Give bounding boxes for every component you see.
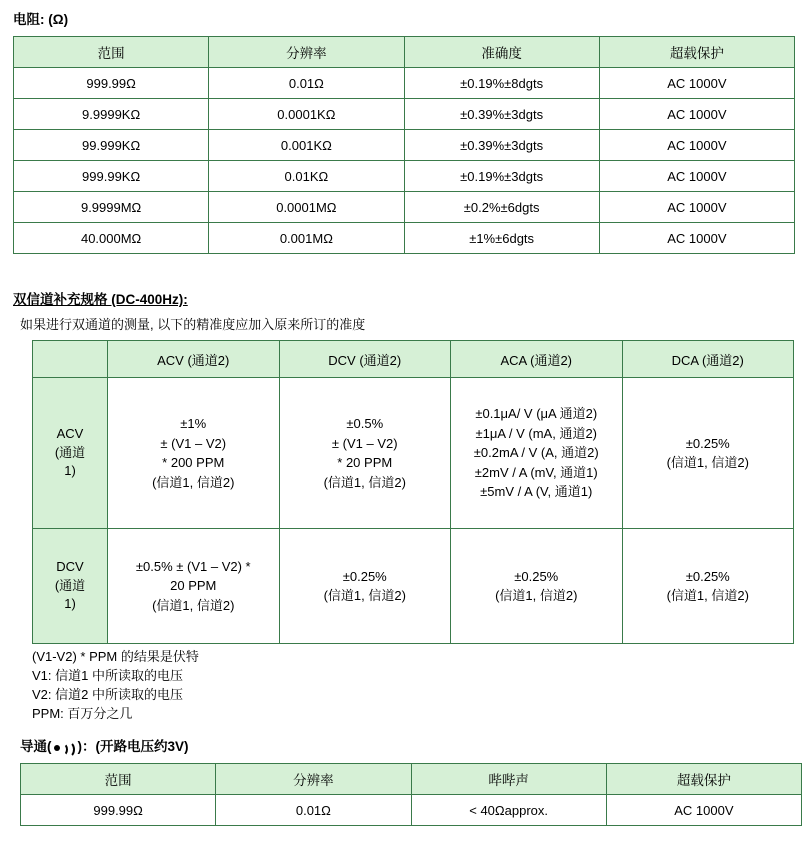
spacer — [10, 254, 795, 288]
note-line: V1: 信道1 中所读取的电压 — [32, 667, 183, 683]
cell-resolution: 0.01KΩ — [209, 161, 404, 192]
cell-resolution: 0.001MΩ — [209, 223, 404, 254]
cell-resolution: 0.01Ω — [216, 795, 411, 826]
column-header-range: 范围 — [21, 764, 216, 795]
dual-channel-note: 如果进行双通道的测量, 以下的精准度应加入原来所订的准度 — [20, 317, 366, 332]
table-row — [14, 68, 795, 99]
cell-overload: AC 1000V — [599, 192, 794, 223]
dual-channel-title — [13, 288, 795, 308]
cell-overload: AC 1000V — [599, 130, 794, 161]
column-header-overload: 超载保护 — [606, 764, 801, 795]
dual-channel-notes — [32, 648, 795, 723]
table-row — [14, 161, 795, 192]
column-header-resolution: 分辨率 — [209, 37, 404, 68]
continuity-table — [20, 763, 802, 826]
sound-icon — [52, 742, 78, 754]
table-row — [21, 795, 802, 826]
table-header-row — [33, 341, 794, 378]
table-row — [14, 223, 795, 254]
dual-channel-table — [32, 340, 794, 644]
note-line: V2: 信道2 中所读取的电压 — [32, 686, 183, 702]
cell-dcv-dcv: ±0.25% (信道1, 信道2) — [279, 529, 451, 644]
resistance-section-title: 电阻: (Ω) — [13, 12, 69, 27]
cell-dcv-aca: ±0.25% (信道1, 信道2) — [451, 529, 623, 644]
table-header-row — [21, 764, 802, 795]
table-row — [33, 529, 794, 644]
cell-range: 9.9999KΩ — [14, 99, 209, 130]
cell-beep: < 40Ωapprox. — [411, 795, 606, 826]
cell-overload: AC 1000V — [599, 161, 794, 192]
cell-acv-aca: ±0.1μA/ V (μA 通道2) ±1μA / V (mA, 通道2) ±0.2mA / V (A, 通道2) ±2mV / A (mV, 通道1) ±5mV / A (V, 通道1) — [451, 378, 623, 529]
cell-overload: AC 1000V — [599, 99, 794, 130]
cell-resolution: 0.0001MΩ — [209, 192, 404, 223]
cell-accuracy: ±0.19%±3dgts — [404, 161, 599, 192]
table-header-row — [14, 37, 795, 68]
column-header-aca-ch2: ACA (通道2) — [451, 341, 623, 378]
cell-accuracy: ±0.19%±8dgts — [404, 68, 599, 99]
cell-dcv-acv: ±0.5% ± (V1 – V2) * 20 PPM (信道1, 信道2) — [108, 529, 280, 644]
cell-acv-dcv: ±0.5% ± (V1 – V2) * 20 PPM (信道1, 信道2) — [279, 378, 451, 529]
table-row — [33, 378, 794, 529]
column-header-accuracy: 准确度 — [404, 37, 599, 68]
column-header-beep: 哔哔声 — [411, 764, 606, 795]
column-header-corner — [33, 341, 108, 378]
column-header-range: 范围 — [14, 37, 209, 68]
cell-accuracy: ±1%±6dgts — [404, 223, 599, 254]
table-row — [14, 192, 795, 223]
table-row — [14, 130, 795, 161]
cell-range: 9.9999MΩ — [14, 192, 209, 223]
cell-range: 999.99Ω — [21, 795, 216, 826]
dual-channel-title-text: 双信道补充规格 (DC-400Hz): — [13, 292, 188, 307]
cell-resolution: 0.001KΩ — [209, 130, 404, 161]
cell-accuracy: ±0.2%±6dgts — [404, 192, 599, 223]
cell-range: 999.99Ω — [14, 68, 209, 99]
continuity-heading — [20, 735, 795, 755]
resistance-table — [13, 36, 795, 254]
cell-overload: AC 1000V — [599, 68, 794, 99]
column-header-acv-ch2: ACV (通道2) — [108, 341, 280, 378]
row-header-acv-ch1: ACV (通道 1) — [33, 378, 108, 529]
cell-range: 999.99KΩ — [14, 161, 209, 192]
cell-overload: AC 1000V — [599, 223, 794, 254]
cell-accuracy: ±0.39%±3dgts — [404, 130, 599, 161]
note-line: PPM: 百万分之几 — [32, 705, 133, 721]
column-header-resolution: 分辨率 — [216, 764, 411, 795]
continuity-label-prefix: 导通( — [20, 739, 52, 755]
cell-range: 99.999KΩ — [14, 130, 209, 161]
cell-resolution: 0.01Ω — [209, 68, 404, 99]
cell-range: 40.000MΩ — [14, 223, 209, 254]
cell-acv-acv: ±1% ± (V1 – V2) * 200 PPM (信道1, 信道2) — [108, 378, 280, 529]
cell-accuracy: ±0.39%±3dgts — [404, 99, 599, 130]
column-header-overload: 超载保护 — [599, 37, 794, 68]
cell-overload: AC 1000V — [606, 795, 801, 826]
cell-acv-dca: ±0.25% (信道1, 信道2) — [622, 378, 794, 529]
cell-resolution: 0.0001KΩ — [209, 99, 404, 130]
note-line: (V1-V2) * PPM 的结果是伏特 — [32, 649, 199, 664]
continuity-label-suffix: )：(开路电压约3V) — [77, 739, 189, 755]
cell-dcv-dca: ±0.25% (信道1, 信道2) — [622, 529, 794, 644]
column-header-dcv-ch2: DCV (通道2) — [279, 341, 451, 378]
table-row — [14, 99, 795, 130]
column-header-dca-ch2: DCA (通道2) — [622, 341, 794, 378]
row-header-dcv-ch1: DCV (通道 1) — [33, 529, 108, 644]
